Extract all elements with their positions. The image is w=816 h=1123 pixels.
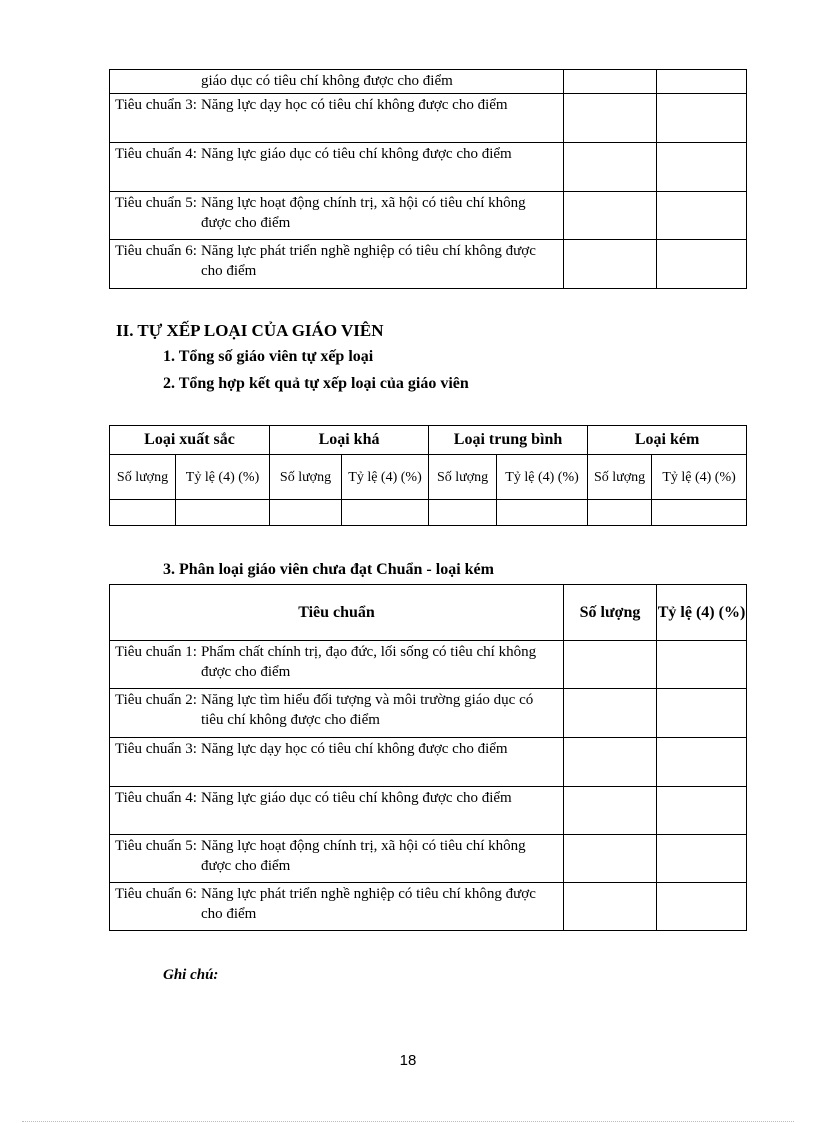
- count-cell: [564, 787, 657, 835]
- empty-cell: [429, 500, 497, 526]
- rate-subheader: Tỷ lệ (4) (%): [497, 455, 588, 500]
- rate-cell: [657, 787, 747, 835]
- criterion-text: giáo dục có tiêu chí không được cho điểm: [200, 73, 453, 89]
- section-3-title: 3. Phân loại giáo viên chưa đạt Chuẩn - loại kém: [163, 561, 494, 578]
- criterion-label: Tiêu chuẩn 6:: [115, 243, 197, 259]
- category-header: Loại khá: [270, 426, 429, 455]
- criterion-label: Tiêu chuẩn 3:: [115, 741, 197, 757]
- rate-cell: [657, 641, 747, 689]
- criterion-text: Năng lực hoạt động chính trị, xã hội có tiêu chí không được cho điểm: [200, 838, 526, 874]
- rate-cell: [657, 192, 747, 240]
- criterion-text: Năng lực giáo dục có tiêu chí không được cho điểm: [200, 790, 512, 806]
- rate-cell: [657, 689, 747, 738]
- empty-cell: [588, 500, 652, 526]
- classification-summary-table: [109, 425, 747, 526]
- empty-cell: [270, 500, 342, 526]
- rate-subheader: Tỷ lệ (4) (%): [652, 455, 747, 500]
- criterion-label: Tiêu chuẩn 5:: [115, 195, 197, 211]
- criterion-label: Tiêu chuẩn 6:: [115, 886, 197, 902]
- count-cell: [564, 641, 657, 689]
- criterion-text: Năng lực phát triển nghề nghiệp có tiêu chí không được cho điểm: [200, 886, 536, 922]
- criterion-text: Năng lực giáo dục có tiêu chí không được cho điểm: [200, 146, 512, 162]
- criterion-cell: [110, 787, 564, 835]
- criterion-text: Năng lực dạy học có tiêu chí không được cho điểm: [200, 741, 508, 757]
- empty-cell: [176, 500, 270, 526]
- category-header: Loại xuất sắc: [110, 426, 270, 455]
- table-row: [110, 883, 747, 931]
- rate-cell: [657, 883, 747, 931]
- section-item-1: 1. Tổng số giáo viên tự xếp loại: [163, 348, 374, 365]
- criterion-text: Năng lực hoạt động chính trị, xã hội có tiêu chí không được cho điểm: [200, 195, 526, 231]
- criterion-cell: [110, 689, 564, 738]
- section-item-2: 2. Tổng hợp kết quả tự xếp loại của giáo viên: [163, 375, 469, 392]
- criterion-cell: [110, 738, 564, 787]
- criterion-label: Tiêu chuẩn 3:: [115, 97, 197, 113]
- count-subheader: Số lượng: [588, 455, 652, 500]
- count-header: Số lượng: [564, 585, 657, 641]
- count-subheader: Số lượng: [429, 455, 497, 500]
- criterion-header: Tiêu chuẩn: [110, 585, 564, 641]
- footer-divider: [22, 1121, 794, 1122]
- page-number: 18: [399, 1052, 417, 1069]
- table-row: [110, 240, 747, 289]
- rate-cell: [657, 94, 747, 143]
- table-row: [110, 192, 747, 240]
- criterion-cell: [110, 143, 564, 192]
- rate-subheader: Tỷ lệ (4) (%): [176, 455, 270, 500]
- count-cell: [564, 94, 657, 143]
- criterion-label: Tiêu chuẩn 4:: [115, 790, 197, 806]
- criterion-label: Tiêu chuẩn 1:: [115, 644, 197, 660]
- rate-cell: [657, 835, 747, 883]
- table-subheader-row: [110, 455, 747, 500]
- table-row: [110, 641, 747, 689]
- criterion-cell: [110, 641, 564, 689]
- criterion-text: Phẩm chất chính trị, đạo đức, lối sống có tiêu chí không được cho điểm: [200, 644, 537, 680]
- count-cell: [564, 738, 657, 787]
- empty-cell: [497, 500, 588, 526]
- criterion-label: Tiêu chuẩn 2:: [115, 692, 197, 708]
- criterion-cell: [110, 192, 564, 240]
- rate-cell: [657, 70, 747, 94]
- criterion-cell: [110, 70, 564, 94]
- count-cell: [564, 70, 657, 94]
- criterion-cell: [110, 883, 564, 931]
- table-header-row: [110, 585, 747, 641]
- count-cell: [564, 689, 657, 738]
- count-subheader: Số lượng: [110, 455, 176, 500]
- criterion-text: Năng lực tìm hiểu đối tượng và môi trường giáo dục có tiêu chí không được cho điểm: [200, 692, 534, 728]
- empty-cell: [652, 500, 747, 526]
- section-title: II. TỰ XẾP LOẠI CỦA GIÁO VIÊN: [116, 321, 384, 340]
- table-row: [110, 70, 747, 94]
- rate-cell: [657, 240, 747, 289]
- criterion-label: Tiêu chuẩn 4:: [115, 146, 197, 162]
- table-row: [110, 787, 747, 835]
- category-header: Loại trung bình: [429, 426, 588, 455]
- category-header: Loại kém: [588, 426, 747, 455]
- count-cell: [564, 835, 657, 883]
- criterion-cell: [110, 240, 564, 289]
- count-cell: [564, 192, 657, 240]
- criterion-label: Tiêu chuẩn 5:: [115, 838, 197, 854]
- table-row: [110, 94, 747, 143]
- criteria-table: [109, 584, 747, 931]
- rate-cell: [657, 738, 747, 787]
- empty-cell: [342, 500, 429, 526]
- criterion-cell: [110, 835, 564, 883]
- count-cell: [564, 883, 657, 931]
- table-row: [110, 500, 747, 526]
- criterion-cell: [110, 94, 564, 143]
- table-header-row: [110, 426, 747, 455]
- table-row: [110, 738, 747, 787]
- table-row: [110, 689, 747, 738]
- count-subheader: Số lượng: [270, 455, 342, 500]
- note-label: Ghi chú:: [163, 967, 219, 983]
- count-cell: [564, 143, 657, 192]
- empty-cell: [110, 500, 176, 526]
- rate-subheader: Tỷ lệ (4) (%): [342, 455, 429, 500]
- table-row: [110, 835, 747, 883]
- criteria-table-continued: [109, 69, 747, 289]
- criterion-text: Năng lực dạy học có tiêu chí không được cho điểm: [200, 97, 508, 113]
- criterion-text: Năng lực phát triển nghề nghiệp có tiêu chí không được cho điểm: [200, 243, 536, 279]
- rate-header: Tỷ lệ (4) (%): [657, 585, 747, 641]
- count-cell: [564, 240, 657, 289]
- rate-cell: [657, 143, 747, 192]
- table-row: [110, 143, 747, 192]
